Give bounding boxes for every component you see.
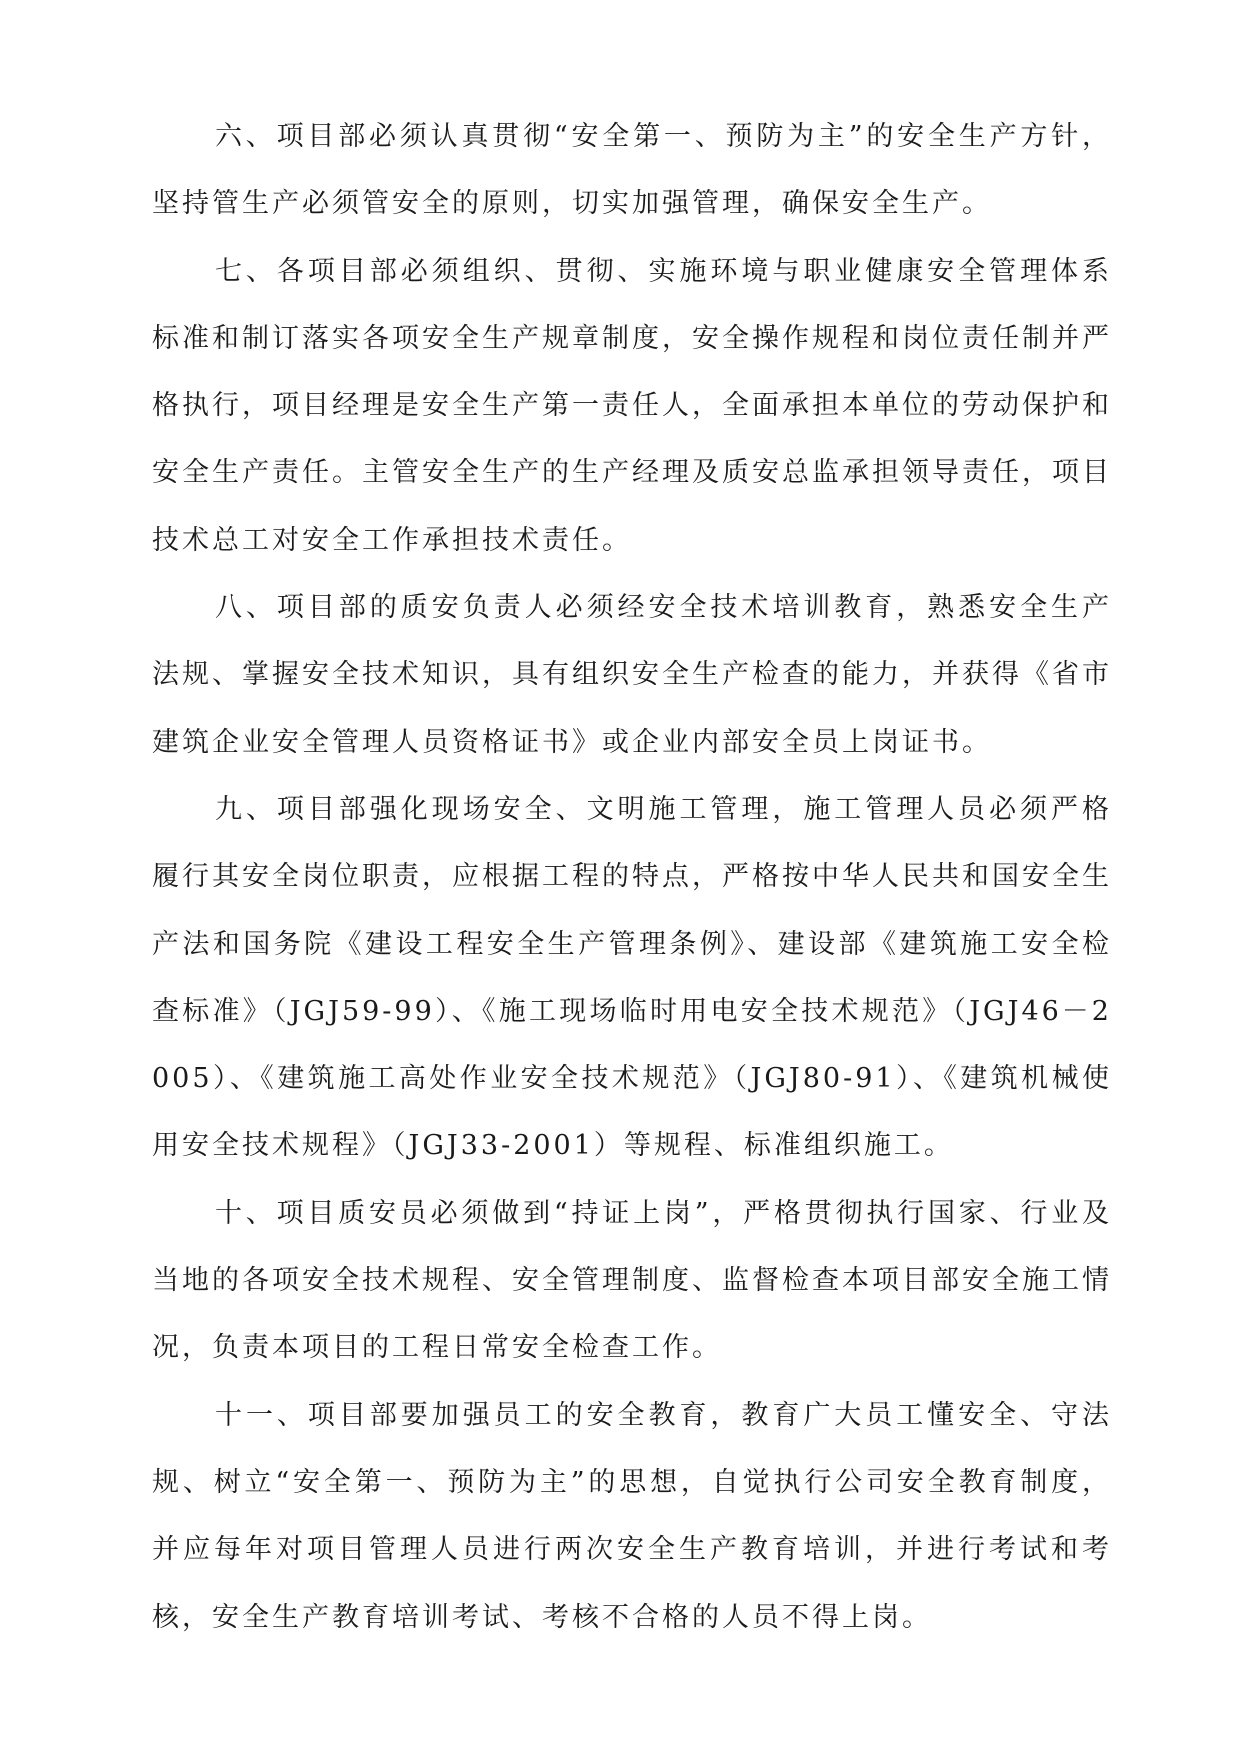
paragraph-9: 九、项目部强化现场安全、文明施工管理，施工管理人员必须严格履行其安全岗位职责，应根据工程的特点，严格按中华人民共和国安全生产法和国务院《建设工程安全生产管理条例》、建设部《建筑施工安全检查标准》（JGJ59-99）、《施工现场临时用电安全技术规范》（JGJ46－2005）、《建筑施工高处作业安全技术规范》（JGJ80-91）、《建筑机械使用安全技术规程》（JGJ33-2001）等规程、标准组织施工。 xyxy=(152,793,1112,1162)
document-body xyxy=(152,103,1112,1651)
paragraph-6: 六、项目部必须认真贯彻“安全第一、预防为主”的安全生产方针，坚持管生产必须管安全的原则，切实加强管理，确保安全生产。 xyxy=(152,121,1112,220)
paragraph-8: 八、项目部的质安负责人必须经安全技术培训教育，熟悉安全生产法规、掌握安全技术知识，具有组织安全生产检查的能力，并获得《省市建筑企业安全管理人员资格证书》或企业内部安全员上岗证书。 xyxy=(152,592,1112,758)
paragraph-10: 十、项目质安员必须做到“持证上岗”，严格贯彻执行国家、行业及当地的各项安全技术规程、安全管理制度、监督检查本项目部安全施工情况，负责本项目的工程日常安全检查工作。 xyxy=(152,1197,1112,1364)
paragraph-7: 七、各项目部必须组织、贯彻、实施环境与职业健康安全管理体系标准和制订落实各项安全生产规章制度，安全操作规程和岗位责任制并严格执行，项目经理是安全生产第一责任人，全面承担本单位的劳动保护和安全生产责任。主管安全生产的生产经理及质安总监承担领导责任，项目技术总工对安全工作承担技术责任。 xyxy=(152,255,1112,556)
paragraph-11: 十一、项目部要加强员工的安全教育，教育广大员工懂安全、守法规、树立“安全第一、预防为主”的思想，自觉执行公司安全教育制度，并应每年对项目管理人员进行两次安全生产教育培训，并进行考试和考核，安全生产教育培训考试、考核不合格的人员不得上岗。 xyxy=(152,1399,1112,1633)
